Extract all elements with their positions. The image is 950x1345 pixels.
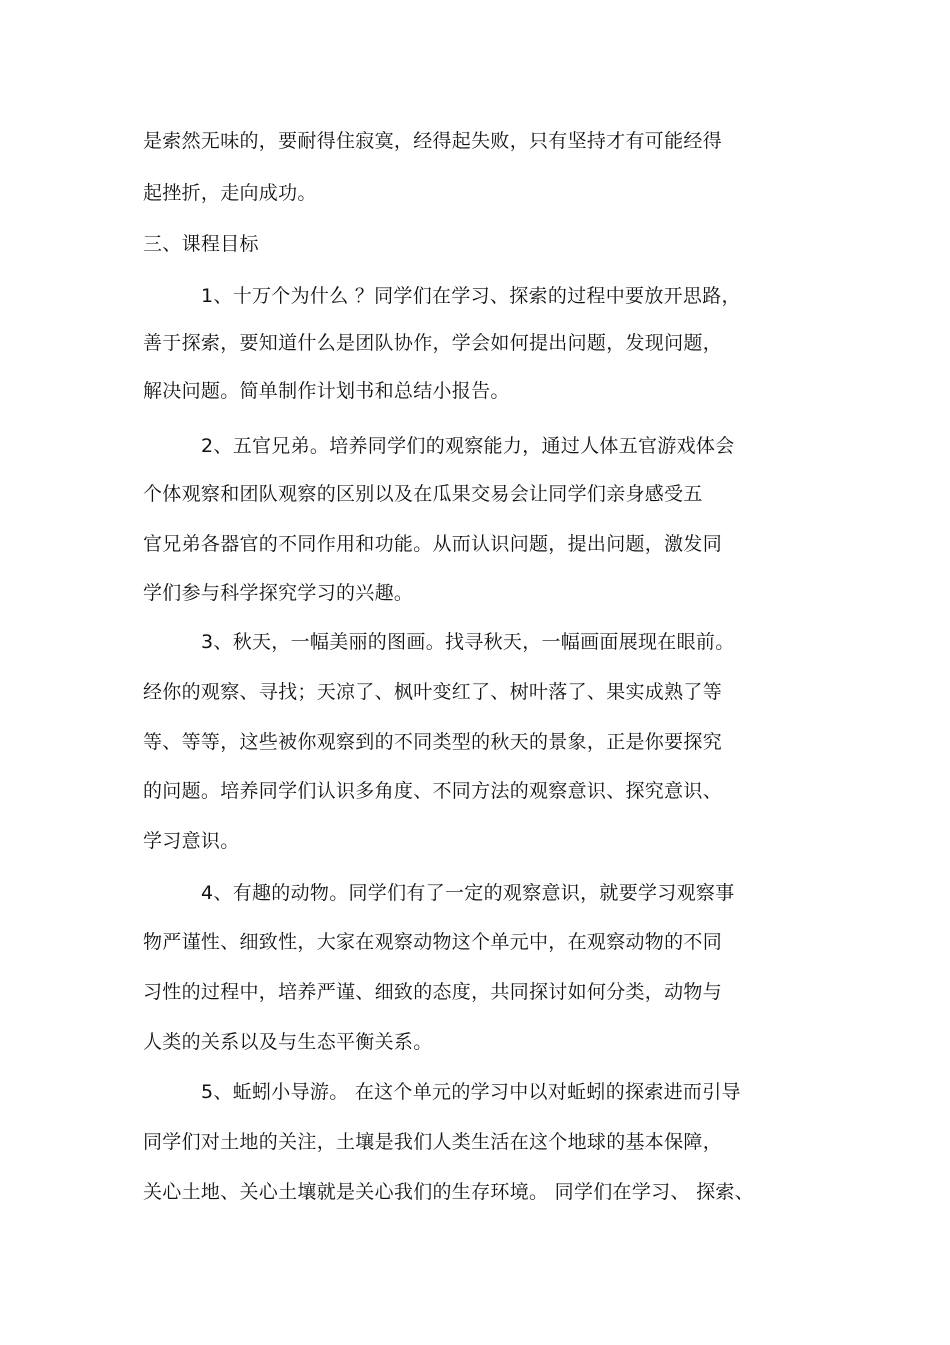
text-line: 3、秋天，一幅美丽的图画。找寻秋天，一幅画面展现在眼前。 xyxy=(201,631,735,653)
text-line: 是索然无味的，要耐得住寂寞，经得起失败，只有坚持才有可能经得 xyxy=(143,130,723,152)
text-line: 关心土地、关心土壤就是关心我们的生存环境。 同学们在学习、 探索、 xyxy=(143,1181,754,1203)
text-line: 学习意识。 xyxy=(143,830,240,852)
text-line: 等、等等，这些被你观察到的不同类型的秋天的景象，正是你要探究 xyxy=(143,731,723,753)
text-line: 学们参与科学探究学习的兴趣。 xyxy=(143,582,414,604)
text-line: 人类的关系以及与生态平衡关系。 xyxy=(143,1031,433,1053)
section-heading: 三、课程目标 xyxy=(143,233,259,255)
text-line: 起挫折，走向成功。 xyxy=(143,182,317,204)
text-line: 物严谨性、细致性，大家在观察动物这个单元中，在观察动物的不同 xyxy=(143,931,723,953)
text-line: 善于探索，要知道什么是团队协作，学会如何提出问题，发现问题， xyxy=(143,332,723,354)
text-line: 的问题。培养同学们认识多角度、不同方法的观察意识、探究意识、 xyxy=(143,780,723,802)
text-line: 习性的过程中，培养严谨、细致的态度，共同探讨如何分类，动物与 xyxy=(143,981,723,1003)
text-line: 5、蚯蚓小导游。 在这个单元的学习中以对蚯蚓的探索进而引导 xyxy=(201,1081,741,1103)
text-line: 官兄弟各器官的不同作用和功能。从而认识问题，提出问题，激发同 xyxy=(143,533,723,555)
text-line: 解决问题。简单制作计划书和总结小报告。 xyxy=(143,380,510,402)
text-line: 个体观察和团队观察的区别以及在瓜果交易会让同学们亲身感受五 xyxy=(143,483,703,505)
text-line: 2、五官兄弟。培养同学们的观察能力，通过人体五官游戏体会 xyxy=(201,435,735,457)
text-line: 同学们对土地的关注，土壤是我们人类生活在这个地球的基本保障， xyxy=(143,1131,723,1153)
text-line: 4、有趣的动物。同学们有了一定的观察意识，就要学习观察事 xyxy=(201,882,735,904)
text-line: 1、十万个为什么 ？同学们在学习、探索的过程中要放开思路， xyxy=(201,285,741,307)
text-line: 经你的观察、寻找；天凉了、枫叶变红了、树叶落了、果实成熟了等 xyxy=(143,681,723,703)
